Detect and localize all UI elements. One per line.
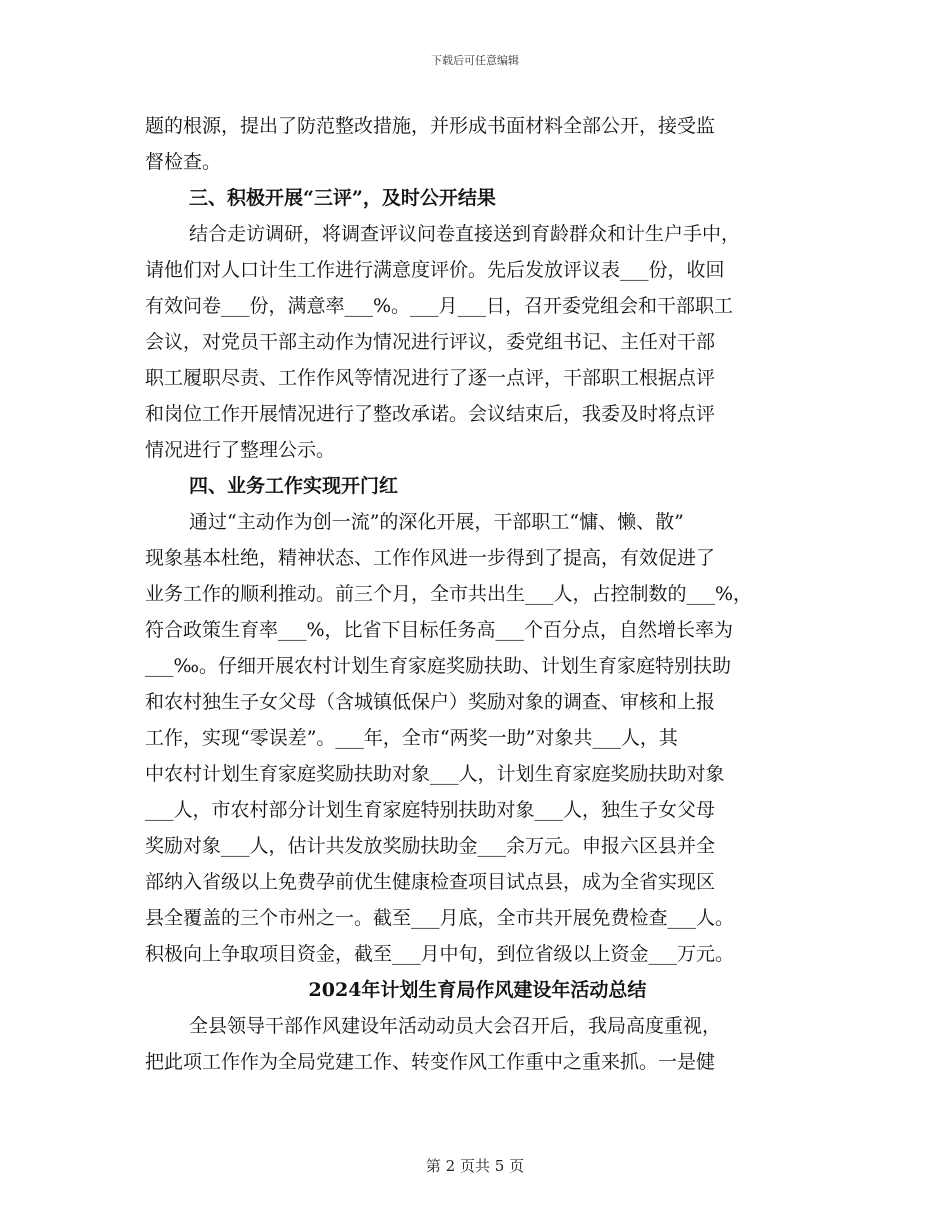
page-footer: 第 2 页共 5 页 [425,1157,525,1175]
body-line: 和岗位工作开展情况进行了整改承诺。会议结束后，我委及时将点评 [145,403,716,425]
body-line: 情况进行了整理公示。 [145,439,336,461]
body-line: 积极向上争取项目资金，截至___月中旬，到位省级以上资金___万元。 [145,943,735,965]
body-line: 请他们对人口计生工作进行满意度评价。先后发放评议表___份，收回 [145,259,725,281]
body-line: 通过“主动作为创一流”的深化开展，干部职工“慵、懒、散” [189,511,684,533]
body-line: 部纳入省级以上免费孕前优生健康检查项目试点县，成为全省实现区 [145,871,716,893]
body-line: 有效问卷___份，满意率___%。___月___日，召开委党组会和干部职工 [145,295,734,317]
page-header: 下载后可任意编辑 [431,54,519,67]
section-heading-4: 四、业务工作实现开门红 [189,475,399,497]
body-line: 督检查。 [145,151,222,173]
body-line: 符合政策生育率___%，比省下目标任务高___个百分点，自然增长率为 [145,619,734,641]
body-line: 结合走访调研，将调查评议问卷直接送到育龄群众和计生户手中， [189,223,741,245]
body-line: 题的根源，提出了防范整改措施，并形成书面材料全部公开，接受监 [145,115,716,137]
body-line: 会议，对党员干部主动作为情况进行评议，委党组书记、主任对干部 [145,331,716,353]
body-line: 全县领导干部作风建设年活动动员大会召开后，我局高度重视， [189,1015,722,1037]
body-line: ___‰。仔细开展农村计划生育家庭奖励扶助、计划生育家庭特别扶助 [145,655,731,677]
document-body [145,108,810,1080]
body-line: 县全覆盖的三个市州之一。截至___月底，全市共开展免费检查___人。 [145,907,735,929]
document-title: 2024年计划生育局作风建设年活动总结 [308,979,647,1001]
body-line: 中农村计划生育家庭奖励扶助对象___人，计划生育家庭奖励扶助对象 [145,763,725,785]
body-line: 职工履职尽责、工作作风等情况进行了逐一点评，干部职工根据点评 [145,367,716,389]
body-line: ___人，市农村部分计划生育家庭特别扶助对象___人，独生子女父母 [145,799,716,821]
body-line: 把此项工作作为全局党建工作、转变作风工作重中之重来抓。一是健 [145,1051,716,1073]
section-heading-3: 三、积极开展“三评”，及时公开结果 [189,187,496,209]
body-line: 工作，实现“零误差”。___年，全市“两奖一助”对象共___人，其 [145,727,678,749]
body-line: 和农村独生子女父母（含城镇低保户）奖励对象的调查、审核和上报 [145,691,716,713]
body-line: 奖励对象___人，估计共发放奖励扶助金___余万元。申报六区县并全 [145,835,716,857]
body-line: 现象基本杜绝，精神状态、工作作风进一步得到了提高，有效促进了 [145,547,716,569]
body-line: 业务工作的顺利推动。前三个月，全市共出生___人，占控制数的___%， [145,583,753,605]
